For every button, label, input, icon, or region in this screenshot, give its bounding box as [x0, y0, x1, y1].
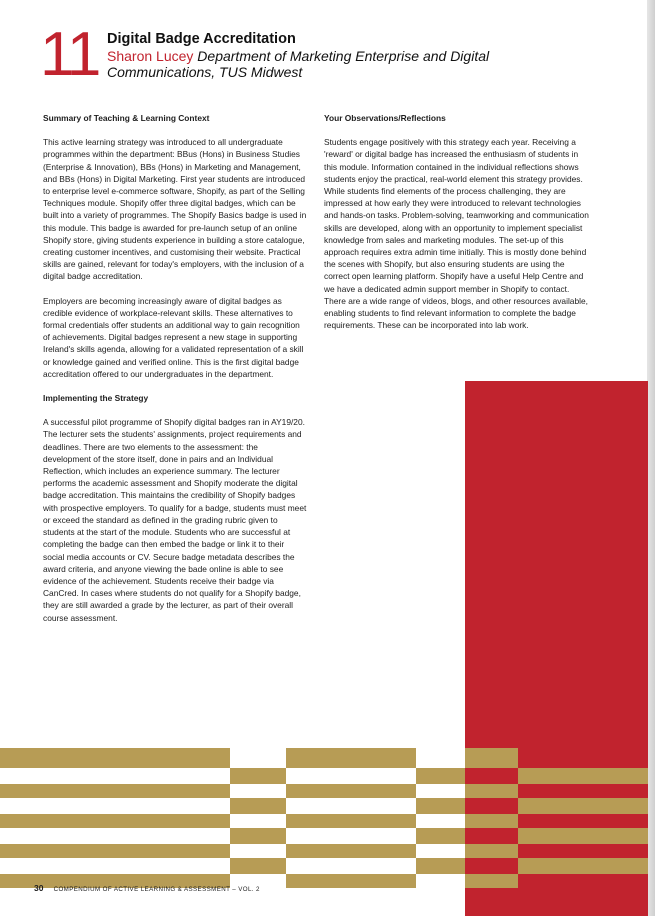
stripe	[518, 768, 648, 784]
stripe	[230, 858, 286, 874]
stripe	[416, 798, 465, 814]
observations-heading: Your Observations/Reflections	[324, 113, 446, 123]
summary-paragraph-2: Employers are becoming increasingly aware of digital badges as credible evidence of workplace-relevant skills. These alternatives to formal credentials offer students an additional way to gain recognition of achievements. Digital badges represent a new stage in supporting Ireland's skills agenda, allowing for a validated representation of a skill or knowledge gained and verified online. This is the first digital badge accreditation offered to our undergraduates in the department.	[43, 295, 304, 379]
department-name: Department of Marketing Enterprise and Digital Communications, TUS Midwest	[107, 48, 490, 80]
stripe	[230, 768, 286, 784]
stripe	[286, 784, 416, 798]
right-column	[324, 112, 590, 343]
stripe	[465, 748, 518, 768]
stripe	[465, 814, 518, 828]
observations-paragraph: Students engage positively with this strategy each year. Receiving a 'reward' or digital badge has increased the enthusiasm of students in this module. Information contained in the individual reflections shows students enjoy the practical, real-world element this strategy provides. While students find elements of the process challenging, they are impressed at how early they were introduced to relevant technologies and hands-on tasks. Problem-solving, teamworking and communication skills are developed, along with an opportunity to implement specialist knowledge from sales and marketing modules. The set-up of this approach requires extra admin time initially. This is mostly done behind the scenes with Shopify, but also ensuring students are using the correct open learning platform. Shopify have a useful Help Centre and we have a dedicated admin support member in Shopify to contact. There are a wide range of videos, blogs, and other resources available, enabling students to find relevant information to complete the badge requirements. These can be incorporated into lab work.	[324, 137, 589, 331]
stripe	[286, 748, 416, 768]
stripe	[0, 814, 230, 828]
decorative-stripe-pattern	[0, 748, 648, 888]
stripe	[286, 844, 416, 858]
page-number: 30	[34, 883, 44, 893]
stripe	[0, 844, 230, 858]
summary-paragraph-1: This active learning strategy was introduced to all undergraduate programmes within the department: BBus (Hons) in Business Studies (Enterprise & Innovation), BBs (Hons) in Marketing and Management, and BBs (Hons) in Digital Marketing. First year students are introduced to enterprise level e-commerce software, Shopify, as part of the Selling Techniques module. Shopify offer three digital badges, which can be built into a variety of programmes. The Shopify Basics badge is used in this module. This badge is awarded for pre-launch setup of an online Shopify store, giving students experience in building a store catalogue, creating customer incentives, and customising their website. Practical skills are gained, relevant for today's employers, with the inclusion of a digital badge accreditation.	[43, 137, 307, 282]
left-column	[43, 112, 307, 636]
stripe	[416, 768, 465, 784]
stripe	[230, 798, 286, 814]
stripe	[286, 874, 416, 888]
stripe	[518, 798, 648, 814]
stripe	[286, 814, 416, 828]
stripe	[416, 858, 465, 874]
running-title: COMPENDIUM OF ACTIVE LEARNING & ASSESSMENT – VOL. 2	[53, 886, 260, 893]
stripe	[0, 748, 230, 768]
implementing-paragraph: A successful pilot programme of Shopify digital badges ran in AY19/20. The lecturer sets the students' assignments, project requirements and deadlines. There are two elements to the assessment: the development of the store itself, done in pairs and an Individual Reflection, which includes an experience summary. The lecturer performs the academic assessment and Shopify moderate the digital badge accreditation. This maintains the credibility of Shopify badges with prospective employers. To qualify for a badge, students must meet or exceed the standard as defined in the grading rubric given to students at the start of the module. Students who are successful at completing the badge can then embed the badge or link it to their social media accounts or CV. Secure badge metadata describes the award criteria, and anyone viewing the bade online is able to see evidence of the achievement. Students receive their badge via CanCred. In cases where students do not qualify for a Shopify badge, they are still awarded a grade by the lecturer, as part of their overall course assessment.	[43, 417, 307, 623]
stripe	[0, 784, 230, 798]
stripe	[465, 784, 518, 798]
page-title: Digital Badge Accreditation	[107, 31, 296, 47]
stripe	[465, 844, 518, 858]
implementing-heading: Implementing the Strategy	[43, 393, 149, 404]
stripe	[465, 874, 518, 888]
byline	[107, 48, 507, 80]
stripe	[416, 828, 465, 844]
summary-heading: Summary of Teaching & Learning Context	[43, 113, 210, 123]
page-edge	[647, 0, 655, 916]
page-footer	[34, 883, 260, 897]
author-name: Sharon Lucey	[107, 48, 194, 64]
stripe	[518, 858, 648, 874]
chapter-number: 11	[40, 20, 99, 89]
stripe	[230, 828, 286, 844]
stripe	[518, 828, 648, 844]
